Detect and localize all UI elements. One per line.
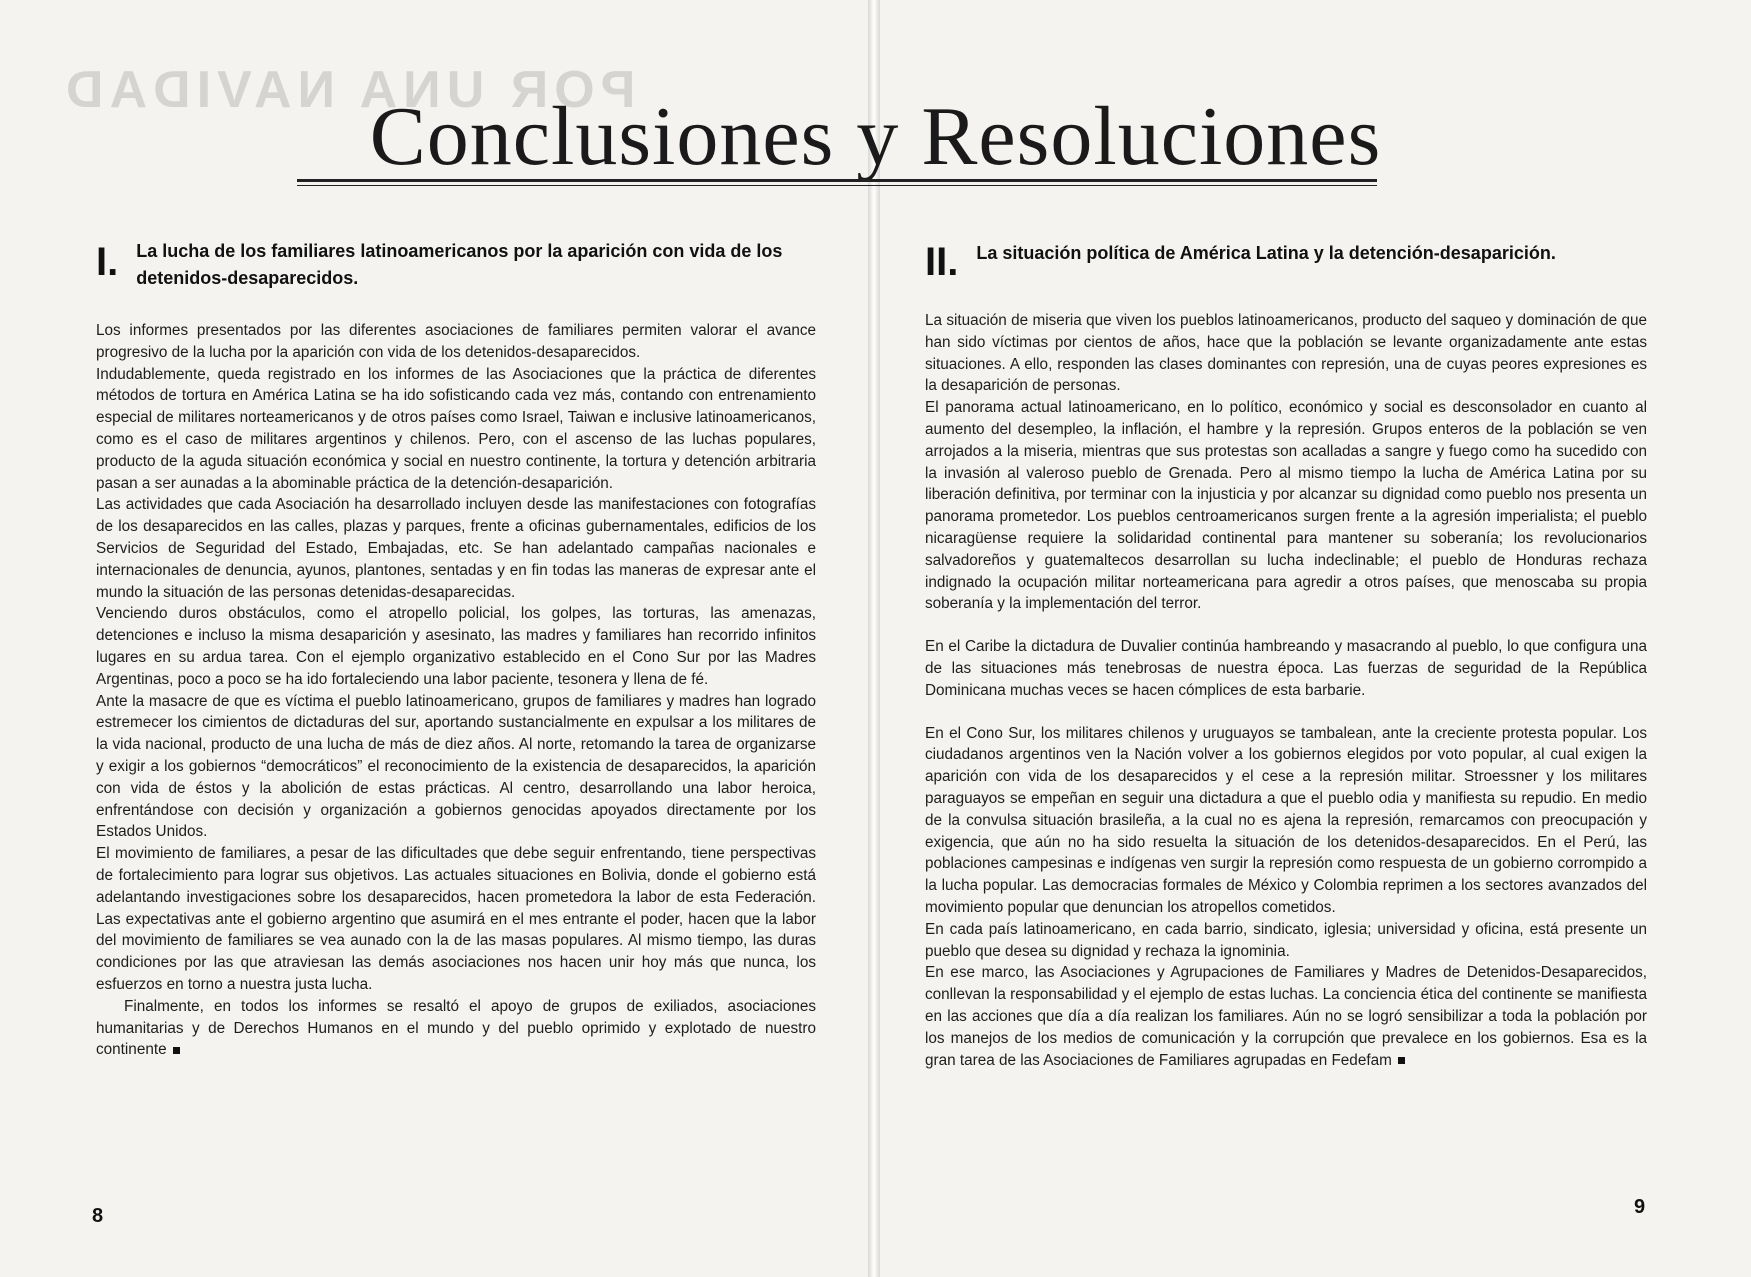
page-number-right: 9 <box>1634 1196 1646 1218</box>
paragraph: Venciendo duros obstáculos, como el atropello policial, los golpes, las torturas, las amenazas, detenciones e incluso la misma desaparición y asesinato, las madres y familiares han recorrido infinitos lugares en su ardua tarea. Con el ejemplo organizativo establecido en el Cono Sur por las Madres Argentinas, poco a poco se ha ido fortaleciendo una labor paciente, tesonera y llena de fé. <box>96 605 816 688</box>
bleed-through-text: POR UNA NAVIDAD <box>60 61 636 119</box>
page-title: Conclusiones y Resoluciones <box>369 90 1382 183</box>
section-two <box>925 238 1647 1071</box>
paragraph: El panorama actual latinoamericano, en lo político, económico y social es desconsolador en cuanto al aumento del desempleo, la inflación, el hambre y la represión. Grupos enteros de la población se ven arrojados a la miseria, mientras que sus protestas son acalladas a sangre y fuego como ha sucedido con la invasión al valeroso pueblo de Grenada. Pero al mismo tiempo la lucha de América Latina por su liberación definitiva, por terminar con la injusticia y por alcanzar su dignidad como pueblo nos presenta un panorama prometedor. Los pueblos centroamericanos surgen frente a la agresión imperialista; el pueblo nicaragüense requiere la solidaridad continental para mantener su soberanía; los revolucionarios salvadoreños y guatemaltecos desarrollan su lucha indeclinable; el pueblo de Honduras rechaza indignado la ocupación militar norteamericana para agredir a otros países, que menoscaba su propia soberanía y la implementación del terror. <box>925 399 1647 613</box>
page-number-left: 8 <box>92 1205 104 1227</box>
paragraph: Las actividades que cada Asociación ha desarrollado incluyen desde las manifestaciones con fotografías de los desaparecidos en las calles, plazas y parques, frente a oficinas gubernamentales, edificios de los Servicios de Seguridad del Estado, Embajadas, etc. Se han adelantado campañas nacionales e internacionales de denuncia, ayunos, plantones, sentadas y en fin todas las maneras de expresar ante el mundo la situación de las personas detenidas-desaparecidas. <box>96 496 816 601</box>
section-two-body <box>925 310 1647 1071</box>
paragraph: Los informes presentados por las diferentes asociaciones de familiares permiten valorar el avance progresivo de la lucha por la aparición con vida de los detenidos-desaparecidos. <box>96 322 816 361</box>
paragraph: Ante la masacre de que es víctima el pueblo latinoamericano, grupos de familiares y madres han logrado estremecer los cimientos de dictaduras del sur, aportando sustancialmente en expulsar a los militares de la vida nacional, producto de una lucha de más de diez años. Al norte, retomando la tarea de organizarse y exigir a los gobiernos “democráticos” el reconocimiento de la existencia de desaparecidos, la aparición con vida de éstos y la abolición de estas prácticas. Al centro, desarrollando una labor heroica, enfrentándose con decisión y organización a gobiernos genocidas apoyados directamente por los Estados Unidos. <box>96 692 816 841</box>
page-gutter <box>868 0 880 1277</box>
section-one-numeral: I. <box>96 240 119 284</box>
section-two-title: La situación política de América Latina y la detención-desaparición. <box>976 243 1556 263</box>
paragraph-final <box>925 962 1647 1071</box>
section-two-heading <box>925 238 1647 282</box>
section-two-numeral: II. <box>925 240 959 284</box>
paragraph: Indudablemente, queda registrado en los informes de las Asociaciones que la práctica de diferentes métodos de tortura en América Latina se ha ido sofisticando cada vez más, contando con entrenamiento especial de militares norteamericanos y de otros países como Israel, Taiwan e inclusive latinoamericanos, como es el caso de militares argentinos y chilenos. Pero, con el ascenso de las luchas populares, producto de la aguda situación económica y social en nuestro continente, la tortura y detención arbitraria pasan a ser aunadas a la abominable práctica de la detención-desaparición. <box>96 365 816 492</box>
section-one-body <box>96 320 816 1061</box>
end-mark-icon <box>1398 1057 1405 1064</box>
section-one-heading <box>96 238 816 292</box>
paragraph: En el Caribe la dictadura de Duvalier continúa hambreando y masacrando al pueblo, lo que configura una de las situaciones más tenebrosas de nuestra época. Las fuerzas de seguridad de la República Dominicana muchas veces se hacen cómplices de esta barbarie. <box>925 638 1647 699</box>
section-one-title: La lucha de los familiares latinoamericanos por la aparición con vida de los detenidos-desaparecidos. <box>136 241 783 288</box>
section-one <box>96 238 816 1061</box>
title-underline <box>297 179 1377 186</box>
paragraph-final-text: Finalmente, en todos los informes se resaltó el apoyo de grupos de exiliados, asociaciones humanitarias y de Derechos Humanos en el mundo y del pueblo oprimido y explotado de nuestro continente <box>96 997 816 1059</box>
paragraph-final <box>96 996 816 1061</box>
paragraph: En cada país latinoamericano, en cada barrio, sindicato, iglesia; universidad y oficina, está presente un pueblo que desea su dignidad y rechaza la ignominia. <box>925 920 1647 960</box>
paragraph: La situación de miseria que viven los pueblos latinoamericanos, producto del saqueo y dominación de que han sido víctimas por cientos de años, hace que la población se levante organizadamente ante estas situaciones. A ello, responden las clases dominantes con represión, una de cuyas peores expresiones es la desaparición de personas. <box>925 312 1647 395</box>
end-mark-icon <box>173 1047 180 1054</box>
paragraph: El movimiento de familiares, a pesar de las dificultades que debe seguir enfrentando, tiene perspectivas de fortalecimiento para lograr sus objetivos. Las actuales situaciones en Bolivia, donde el gobierno está adelantando investigaciones sobre los desaparecidos, hacen prometedora la labor de esta Federación. Las expectativas ante el gobierno argentino que asumirá en el mes entrante el poder, hacen que la labor del movimiento de familiares se vea aunado con la de las masas populares. Al mismo tiempo, las duras condiciones por las que atraviesan las demás asociaciones nos hacen unir hoy más que nunca, los esfuerzos en torno a nuestra justa lucha. <box>96 845 816 993</box>
paragraph-final-text: En ese marco, las Asociaciones y Agrupaciones de Familiares y Madres de Detenidos-Desaparecidos, conllevan la responsabilidad y el ejemplo de estas luchas. La conciencia ética del continente se manifiesta en las acciones que día a día realizan los familiares. Aún no se logró sensibilizar a toda la población por los manejos de los medios de comunicación y la corrupción que prevalece en los gobiernos. Esa es la gran tarea de las Asociaciones de Familiares agrupadas en Fedefam <box>925 964 1647 1069</box>
paragraph: En el Cono Sur, los militares chilenos y uruguayos se tambalean, ante la creciente protesta popular. Los ciudadanos argentinos ven la Nación volver a los gobiernos elegidos por voto popular, al cual exigen la aparición con vida de los desaparecidos y el cese a la represión militar. Stroessner y los militares paraguayos se empeñan en seguir una dictadura a que el pueblo odia y manifiesta su repudio. En medio de la convulsa situación brasileña, a la cual no es ajena la represión, remarcamos con preocupación y exigencia, que aún no ha sido resuelta la situación de los detenidos-desaparecidos. En el Perú, las poblaciones campesinas e indígenas ven surgir la represión como respuesta de un gobierno corrompido a la lucha popular. Las democracias formales de México y Colombia reprimen a los sectores avanzados del movimiento popular que denuncian los atropellos cometidos. <box>925 724 1647 916</box>
